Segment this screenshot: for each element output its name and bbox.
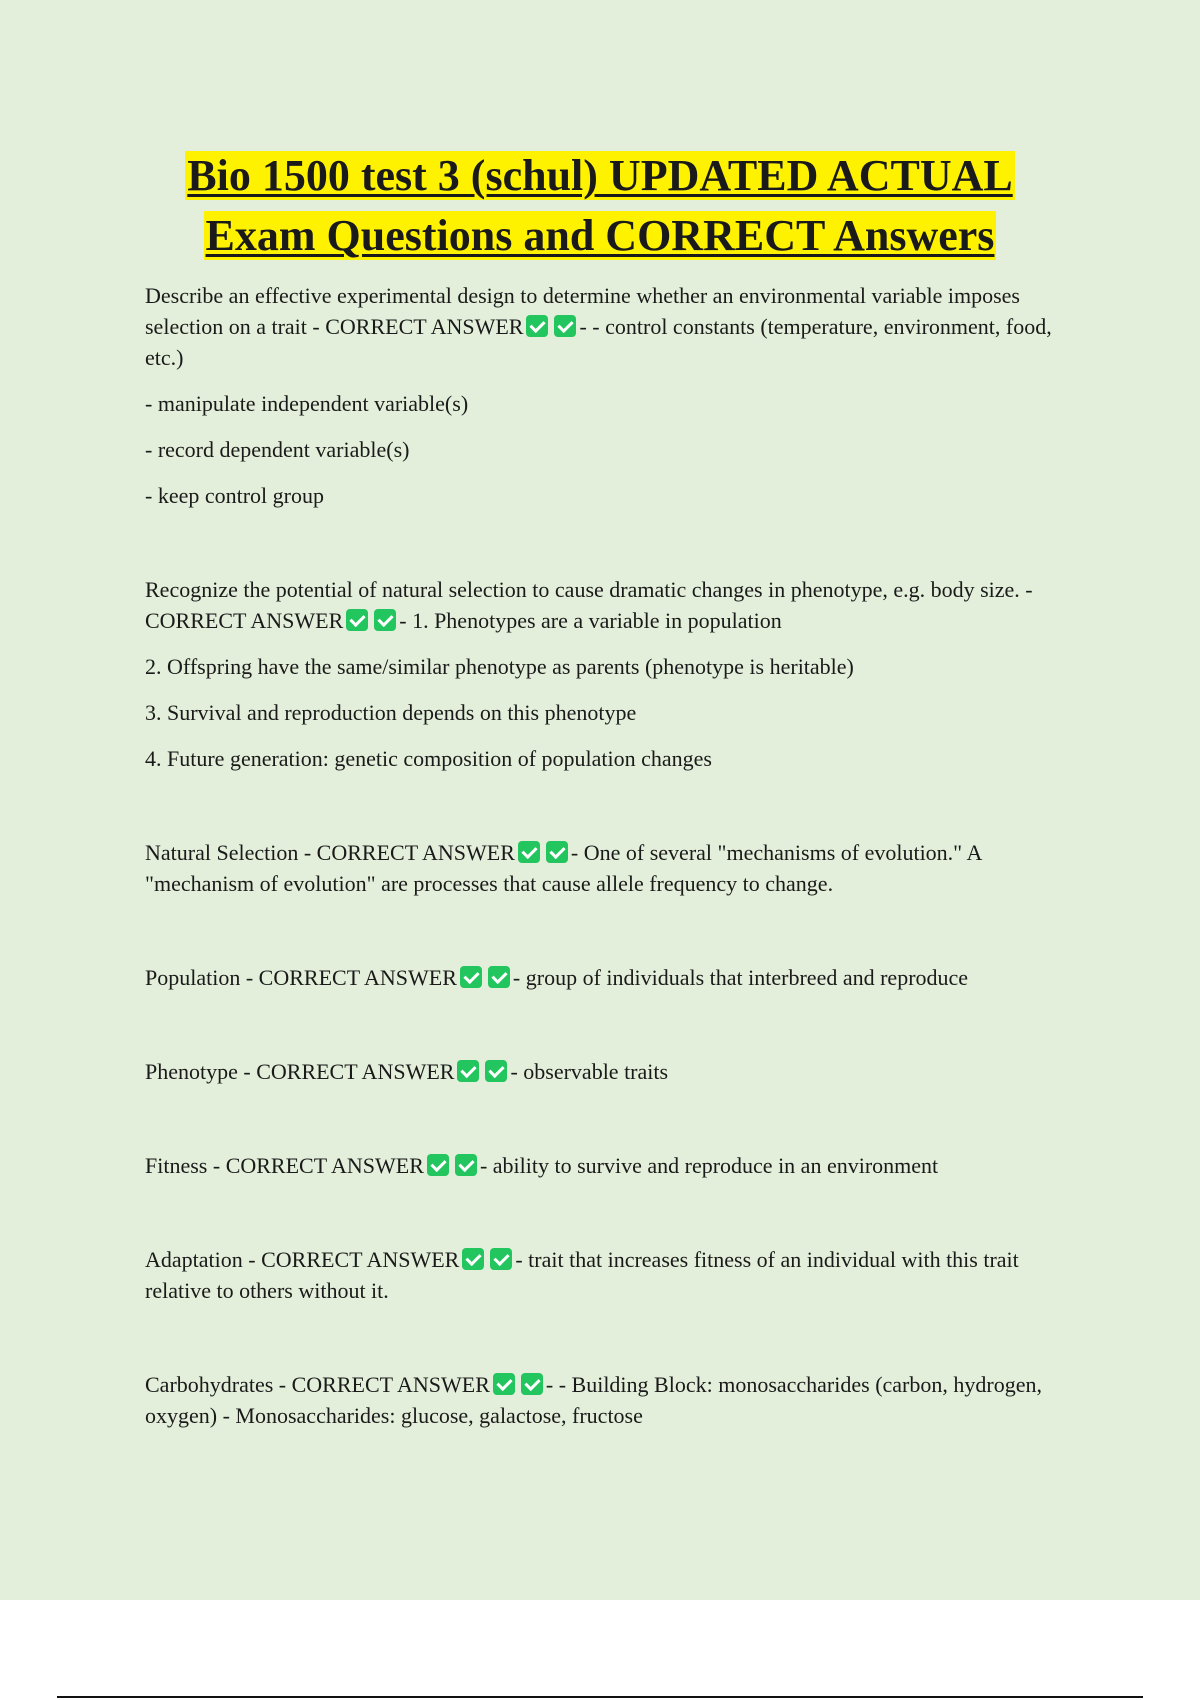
correct-answer-label: CORRECT ANSWER [145, 608, 344, 633]
answer-text: - observable traits [510, 1059, 669, 1084]
check-icon [490, 1248, 512, 1270]
answer-line: 4. Future generation: genetic composition of population changes [145, 746, 712, 771]
qa-item-1 [145, 574, 1075, 774]
footer-divider [57, 1696, 1143, 1698]
answer-text: - trait that increases fitness of an individual with this trait relative to others without it. [145, 1247, 1019, 1303]
check-icon [485, 1060, 507, 1082]
answer-text: - One of several "mechanisms of evolution." A "mechanism of evolution" are processes that cause allele frequency to change. [145, 840, 982, 896]
check-icon [457, 1060, 479, 1082]
qa-entry [145, 1244, 1075, 1306]
answer-line: - manipulate independent variable(s) [145, 391, 469, 416]
qa-item-2 [145, 837, 1075, 899]
qa-item-3 [145, 962, 1075, 993]
check-icon [526, 315, 548, 337]
correct-answer-label: CORRECT ANSWER [225, 1153, 424, 1178]
question-text: Describe an effective experimental design to determine whether an environmental variable imposes selection on a trait - [145, 283, 1020, 339]
title-line-1: Bio 1500 test 3 (schul) UPDATED ACTUAL [187, 151, 1013, 200]
correct-answer-label: CORRECT ANSWER [325, 314, 524, 339]
answer-line: 2. Offspring have the same/similar phenotype as parents (phenotype is heritable) [145, 654, 854, 679]
answer-line: - keep control group [145, 483, 324, 508]
qa-list [145, 280, 1075, 1446]
correct-answer-label: CORRECT ANSWER [261, 1247, 460, 1272]
qa-entry [145, 1150, 1075, 1181]
answer-text: - group of individuals that interbreed and reproduce [512, 965, 969, 990]
question-text: Carbohydrates - [145, 1372, 292, 1397]
question-text: Recognize the potential of natural selection to cause dramatic changes in phenotype, e.g. body size. - [145, 577, 1033, 602]
qa-entry [145, 1056, 1075, 1087]
answer-text: - - control constants (temperature, environment, food, etc.) [145, 314, 1052, 370]
check-icon [554, 315, 576, 337]
check-icon [455, 1154, 477, 1176]
check-icon [546, 841, 568, 863]
check-icon [374, 609, 396, 631]
qa-entry [145, 1369, 1075, 1431]
question-text: Adaptation - [145, 1247, 262, 1272]
question-text: Natural Selection - [145, 840, 317, 865]
qa-item-5 [145, 1150, 1075, 1181]
check-icon [518, 841, 540, 863]
title-line-2: Exam Questions and CORRECT Answers [205, 211, 995, 260]
qa-entry [145, 837, 1075, 899]
answer-text: - ability to survive and reproduce in an environment [479, 1153, 939, 1178]
qa-entry [145, 280, 1075, 373]
answer-line: 3. Survival and reproduction depends on this phenotype [145, 700, 637, 725]
check-icon [521, 1373, 543, 1395]
check-icon [346, 609, 368, 631]
question-text: Population - [145, 965, 259, 990]
answer-text: - 1. Phenotypes are a variable in population [399, 608, 782, 633]
qa-entry [145, 962, 1075, 993]
correct-answer-label: CORRECT ANSWER [316, 840, 515, 865]
check-icon [427, 1154, 449, 1176]
qa-item-0 [145, 280, 1075, 511]
qa-entry [145, 574, 1075, 636]
correct-answer-label: CORRECT ANSWER [258, 965, 457, 990]
question-text: Fitness - [145, 1153, 226, 1178]
qa-item-4 [145, 1056, 1075, 1087]
check-icon [488, 966, 510, 988]
check-icon [493, 1373, 515, 1395]
correct-answer-label: CORRECT ANSWER [256, 1059, 455, 1084]
answer-line: - record dependent variable(s) [145, 437, 410, 462]
check-icon [462, 1248, 484, 1270]
correct-answer-label: CORRECT ANSWER [291, 1372, 490, 1397]
answer-text: - - Building Block: monosaccharides (carbon, hydrogen, oxygen) - Monosaccharides: glucose, galactose, fructose [145, 1372, 1042, 1428]
check-icon [460, 966, 482, 988]
question-text: Phenotype - [145, 1059, 257, 1084]
page-title [0, 146, 1200, 266]
qa-item-6 [145, 1244, 1075, 1306]
qa-item-7 [145, 1369, 1075, 1431]
